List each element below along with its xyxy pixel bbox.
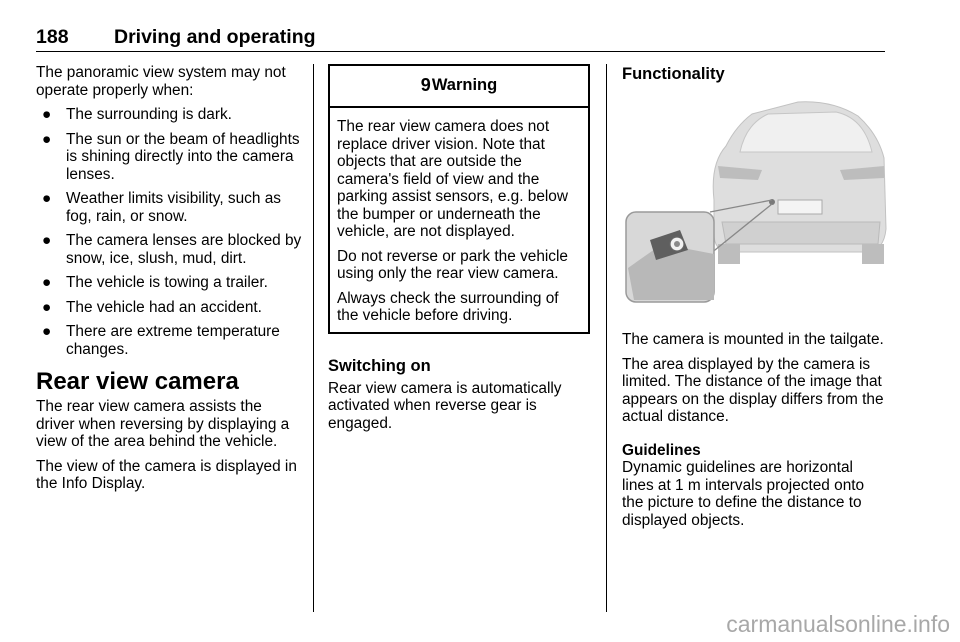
bullet-icon: ● [42,190,52,207]
functionality-heading: Functionality [622,65,725,83]
warning-body [330,108,588,325]
page-number: 188 [36,26,69,48]
bullet-icon: ● [42,274,52,291]
middle-column [328,64,592,439]
paragraph: The rear view camera assists the driver when reversing by displaying a view of the area behind the vehicle. [36,398,290,450]
left-column [36,64,304,500]
page-header [36,26,885,52]
watermark: carmanualsonline.info [726,611,950,637]
switching-on-heading: Switching on [328,356,431,375]
bullet-icon: ● [42,298,52,316]
paragraph: Do not reverse or park the vehicle using only the rear view camera. [337,247,568,282]
list-item [36,106,304,124]
bullet-icon: ● [42,323,52,340]
warning-header [330,66,588,108]
conditions-list [36,106,304,358]
paragraph: The area displayed by the camera is limited. The distance of the image that appears on the display differs from the actual distance. [622,355,884,425]
paragraph: Dynamic guidelines are horizontal lines at 1 m intervals projected onto the picture to define the distance to displayed objects. [622,459,865,529]
list-item-text: The sun or the beam of headlights is shining directly into the camera lenses. [66,130,300,183]
list-item [36,190,304,225]
list-item [36,323,304,358]
bullet-icon: ● [42,232,52,249]
list-item [36,232,304,267]
list-item [36,131,304,184]
paragraph: Always check the surrounding of the vehicle before driving. [337,289,559,324]
list-item-text: The camera lenses are blocked by snow, ice, slush, mud, dirt. [66,232,302,267]
paragraph: The camera is mounted in the tailgate. [622,331,884,348]
rear-camera-illustration [622,94,888,309]
intro-text: The panoramic view system may not operate properly when: [36,64,286,99]
bullet-icon: ● [42,130,52,148]
list-item [36,274,304,292]
list-item-text: The surrounding is dark. [66,106,232,123]
list-item-text: There are extreme temperature changes. [66,323,280,358]
bullet-icon: ● [42,106,52,123]
guidelines-heading: Guidelines [622,441,701,459]
warning-box [328,64,590,334]
column-divider [606,64,607,612]
warning-icon: 9 [420,75,431,96]
section-title: Driving and operating [114,26,316,48]
list-item-text: The vehicle is towing a trailer. [66,274,268,291]
paragraph: The rear view camera does not replace driver vision. Note that objects that are outside the camera's field of view and the parking assist sensors, e.g. below the bumper or underneath the vehicle, are not displayed. [337,118,568,240]
paragraph: The view of the camera is displayed in the Info Display. [36,457,297,492]
warning-title: Warning [431,76,498,95]
rear-view-camera-heading: Rear view camera [36,368,239,395]
column-divider [313,64,314,612]
right-column [622,64,888,536]
paragraph: Rear view camera is automatically activated when reverse gear is engaged. [328,379,562,432]
list-item [36,299,304,317]
list-item-text: Weather limits visibility, such as fog, rain, or snow. [66,190,281,225]
list-item-text: The vehicle had an accident. [66,298,262,316]
